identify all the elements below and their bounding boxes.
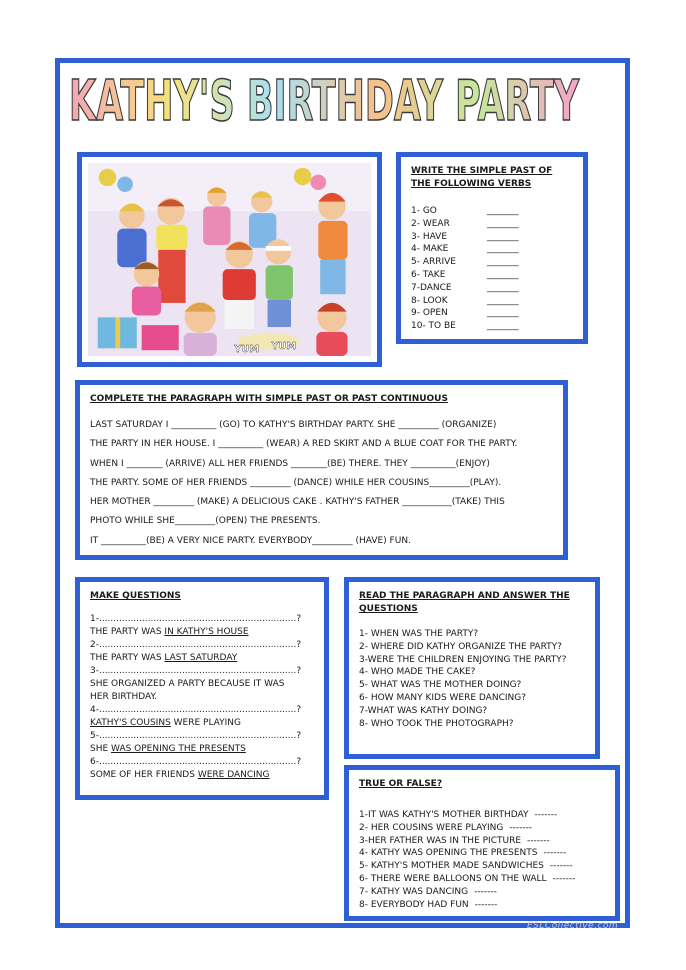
- answer-5-text: SHE: [90, 744, 112, 754]
- read-question-item: 2- WHERE DID KATHY ORGANIZE THE PARTY?: [359, 641, 562, 652]
- verb-label: 2- WEAR: [411, 218, 450, 229]
- paragraph-line: LAST SATURDAY I __________ (GO) TO KATHY'S BIRTHDAY PARTY. SHE _________ (ORGANIZE): [90, 420, 497, 430]
- complete-paragraph-box: [75, 380, 568, 560]
- truefalse-answer-blank: -------: [474, 886, 497, 897]
- paragraph-line: THE PARTY. SOME OF HER FRIENDS _________ (DANCE) WHILE HER COUSINS_________(PLAY).: [90, 477, 502, 488]
- answer-6: [90, 769, 314, 782]
- title-text: KATHY'S BIRTHDAY PARTY: [69, 69, 580, 130]
- paragraph-line: IT __________(BE) A VERY NICE PARTY. EVERYBODY_________ (HAVE) FUN.: [90, 535, 411, 546]
- paragraph-line: THE PARTY IN HER HOUSE. I __________ (WEAR) A RED SKIRT AND A BLUE COAT FOR THE PARTY.: [90, 439, 518, 450]
- question-blank-6: 6-.....................................................................?: [90, 757, 302, 767]
- verb-label: 3- HAVE: [411, 231, 448, 242]
- answer-1: [90, 626, 314, 639]
- verb-item: [411, 256, 573, 269]
- truefalse-item: [359, 847, 605, 860]
- truefalse-statement: 5- KATHY'S MOTHER MADE SANDWICHES: [359, 861, 544, 872]
- truefalse-item: [359, 809, 605, 822]
- truefalse-list: [359, 809, 605, 911]
- verb-label: 5- ARRIVE: [411, 257, 456, 268]
- read-question-list: [359, 628, 585, 730]
- question-blank-2: 2-.....................................................................?: [90, 640, 302, 650]
- truefalse-answer-blank: -------: [543, 848, 567, 859]
- read-and-answer-box: [344, 577, 600, 759]
- verb-label: 6- TAKE: [411, 269, 446, 280]
- verb-answer-blank: _______: [487, 206, 519, 216]
- verb-item: [411, 307, 573, 320]
- truefalse-answer-blank: -------: [527, 835, 550, 846]
- read-question-item: 5- WHAT WAS THE MOTHER DOING?: [359, 680, 522, 691]
- truefalse-item: [359, 899, 605, 912]
- truefalse-statement: 8- EVERYBODY HAD FUN: [359, 899, 469, 910]
- verb-item: [411, 320, 573, 333]
- answer-5-underlined: WAS OPENING THE PRESENTS: [111, 744, 246, 754]
- answer-4-underlined: KATHY'S COUSINS: [90, 718, 171, 728]
- verb-answer-blank: _______: [487, 218, 519, 229]
- party-picture-frame: [77, 152, 382, 367]
- question-blank-1: 1-.....................................................................?: [90, 614, 302, 624]
- verb-label: 10- TO BE: [411, 321, 456, 332]
- read-question-item: 3-WERE THE CHILDREN ENJOYING THE PARTY?: [359, 654, 567, 665]
- verb-item: [411, 218, 573, 231]
- simple-past-verbs-box: [396, 152, 588, 344]
- verb-item: [411, 243, 573, 256]
- verbs-heading: WRITE THE SIMPLE PAST OF THE FOLLOWING VERBS: [411, 166, 553, 189]
- verb-answer-blank: _______: [487, 231, 519, 242]
- verb-answer-blank: _______: [487, 321, 519, 332]
- truefalse-answer-blank: -------: [509, 822, 533, 833]
- answer-2-text: THE PARTY WAS: [90, 653, 165, 663]
- present-icon: [142, 325, 179, 350]
- balloon-icon: [117, 177, 133, 192]
- answer-3-line-2: HER BIRTHDAY.: [90, 692, 158, 702]
- child-figure: [223, 241, 256, 329]
- child-figure: [132, 261, 161, 315]
- true-or-false-box: [344, 765, 620, 921]
- truefalse-statement: 6- THERE WERE BALLOONS ON THE WALL: [359, 873, 547, 884]
- verb-label: 7-DANCE: [411, 282, 452, 293]
- read-question-item: 1- WHEN WAS THE PARTY?: [359, 629, 479, 639]
- verb-item: [411, 295, 573, 308]
- answer-3-line-1: SHE ORGANIZED A PARTY BECAUSE IT WAS: [90, 679, 285, 689]
- child-figure: [203, 187, 230, 245]
- verb-item: [411, 269, 573, 282]
- paragraph-line: WHEN I ________ (ARRIVE) ALL HER FRIENDS ________(BE) THERE. THEY __________(ENJOY): [90, 458, 490, 469]
- truefalse-statement: 3-HER FATHER WAS IN THE PICTURE: [359, 835, 522, 846]
- truefalse-item: [359, 886, 605, 899]
- truefalse-statement: 4- KATHY WAS OPENING THE PRESENTS: [359, 848, 538, 859]
- truefalse-item: [359, 822, 605, 835]
- verb-answer-blank: _______: [487, 244, 519, 255]
- truefalse-answer-blank: -------: [474, 899, 498, 910]
- answer-6-text: SOME OF HER FRIENDS: [90, 770, 198, 780]
- answer-1-underlined: IN KATHY'S HOUSE: [164, 627, 249, 637]
- answer-2-underlined: LAST SATURDAY: [164, 653, 238, 663]
- truefalse-item: [359, 873, 605, 886]
- truefalse-answer-blank: -------: [549, 861, 573, 872]
- verb-answer-blank: _______: [487, 282, 519, 293]
- verb-answer-blank: _______: [487, 269, 519, 280]
- truefalse-answer-blank: -------: [552, 873, 576, 884]
- truefalse-heading: TRUE OR FALSE?: [359, 779, 443, 789]
- verb-list: [411, 205, 573, 333]
- answer-1-text: THE PARTY WAS: [90, 627, 165, 637]
- watermark: ESLCollective.com: [527, 921, 619, 931]
- read-question-item: 8- WHO TOOK THE PHOTOGRAPH?: [359, 718, 514, 729]
- answer-2: [90, 652, 314, 665]
- truefalse-item: [359, 860, 605, 873]
- read-heading: READ THE PARAGRAPH AND ANSWER THE QUESTIONS: [359, 591, 570, 614]
- verb-label: 1- GO: [411, 206, 437, 216]
- child-figure: [117, 204, 146, 268]
- title-art: [65, 66, 585, 130]
- party-illustration: [88, 163, 371, 356]
- balloon-icon: [99, 169, 117, 186]
- answer-4: [90, 717, 314, 730]
- question-blank-5: 5-.....................................................................?: [90, 731, 302, 741]
- question-blank-4: 4-.....................................................................?: [90, 705, 302, 715]
- truefalse-item: [359, 835, 605, 848]
- read-question-item: 6- HOW MANY KIDS WERE DANCING?: [359, 692, 526, 703]
- verb-answer-blank: _______: [487, 257, 519, 268]
- verb-item: [411, 205, 573, 218]
- verb-label: 9- OPEN: [411, 308, 448, 319]
- read-question-item: 4- WHO MADE THE CAKE?: [359, 667, 476, 678]
- questions-heading: MAKE QUESTIONS: [90, 591, 181, 601]
- paragraph-heading: COMPLETE THE PARAGRAPH WITH SIMPLE PAST OR PAST CONTINUOUS: [90, 394, 448, 404]
- truefalse-statement: 1-IT WAS KATHY'S MOTHER BIRTHDAY: [359, 810, 529, 820]
- verb-answer-blank: _______: [487, 295, 519, 306]
- answer-6-underlined: WERE DANCING: [197, 770, 270, 780]
- make-questions-box: [75, 577, 329, 800]
- balloon-icon: [294, 168, 312, 185]
- verb-item: [411, 231, 573, 244]
- verb-label: 4- MAKE: [411, 244, 449, 255]
- yum-right-text: YUM: [271, 341, 297, 353]
- truefalse-statement: 7- KATHY WAS DANCING: [359, 886, 469, 897]
- answer-4-text: WERE PLAYING: [170, 718, 241, 728]
- verb-answer-blank: _______: [487, 308, 519, 319]
- truefalse-statement: 2- HER COUSINS WERE PLAYING: [359, 822, 504, 833]
- read-question-item: 7-WHAT WAS KATHY DOING?: [359, 705, 488, 716]
- balloon-icon: [310, 175, 326, 190]
- verb-item: [411, 282, 573, 295]
- paragraph-line: HER MOTHER _________ (MAKE) A DELICIOUS CAKE . KATHY'S FATHER ___________(TAKE) THIS: [90, 497, 505, 508]
- verb-label: 8- LOOK: [411, 295, 448, 306]
- paragraph-text: [90, 416, 553, 551]
- paragraph-line: PHOTO WHILE SHE_________(OPEN) THE PRESENTS.: [90, 516, 321, 527]
- child-figure: [318, 193, 347, 294]
- question-blank-3: 3-.....................................................................?: [90, 666, 302, 676]
- yum-left-text: YUM: [234, 344, 260, 356]
- truefalse-answer-blank: -------: [534, 810, 558, 820]
- child-figure: [266, 239, 293, 327]
- answer-5: [90, 743, 314, 756]
- worksheet-title: [65, 66, 585, 130]
- child-figure: [156, 198, 187, 303]
